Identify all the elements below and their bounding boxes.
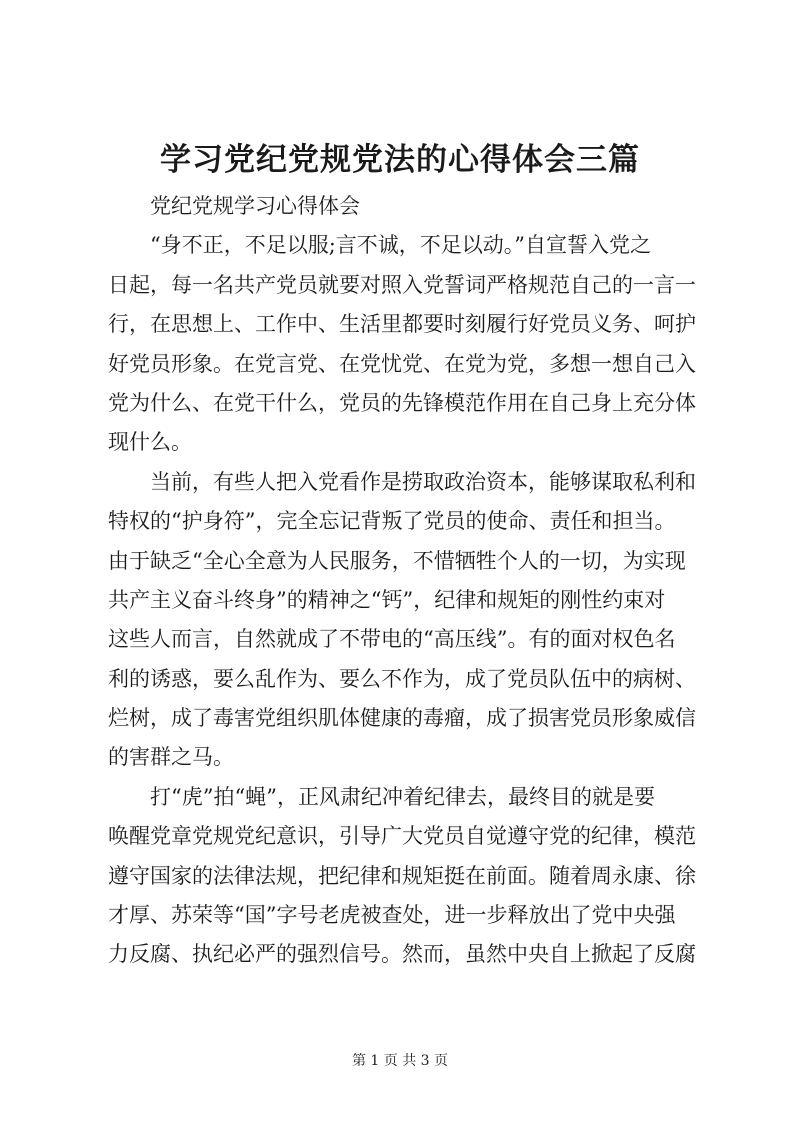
paragraph-line: 好党员形象。在党言党、在党忧党、在党为党，多想一想自己入 — [108, 351, 696, 376]
paragraph-line: 党为什么、在党干什么，党员的先锋模范作用在自己身上充分体 — [108, 390, 696, 415]
paragraph-line: 特权的“护身符”，完全忘记背叛了党员的使命、责任和担当。 — [108, 509, 676, 534]
paragraph-line: 力反腐、执纪必严的强烈信号。然而，虽然中央自上掀起了反腐 — [108, 942, 696, 967]
section-heading: 党纪党规学习心得体会 — [150, 194, 360, 218]
paragraph-line: 当前，有些人把入党看作是捞取政治资本，能够谋取私利和 — [150, 469, 696, 494]
paragraph-line: 唤醒党章党规党纪意识，引导广大党员自觉遵守党的纪律，模范 — [108, 824, 696, 849]
paragraph-line: 利的诱惑，要么乱作为、要么不作为，成了党员队伍中的病树、 — [108, 666, 696, 691]
paragraph-line: 的害群之马。 — [108, 745, 234, 770]
document-body — [108, 187, 708, 975]
page-footer: 第 1 页 共 3 页 — [351, 1053, 449, 1069]
paragraph-line: 日起，每一名共产党员就要对照入党誓词严格规范自己的一言一 — [108, 272, 696, 297]
paragraph-line: 这些人而言，自然就成了不带电的“高压线”。有的面对权色名 — [108, 627, 676, 652]
paragraph-line: 才厚、苏荣等“国”字号老虎被查处，进一步释放出了党中央强 — [108, 903, 676, 928]
paragraph-line: 遵守国家的法律法规，把纪律和规矩挺在前面。随着周永康、徐 — [108, 863, 696, 888]
paragraph-line: 打“虎”拍“蝇”，正风肃纪冲着纪律去，最终目的就是要 — [150, 784, 655, 809]
paragraph-line: 现什么。 — [108, 430, 192, 455]
paragraph-line: 由于缺乏“全心全意为人民服务，不惜牺牲个人的一切，为实现 — [108, 548, 686, 573]
paragraph-line: “身不正，不足以服;言不诚，不足以动。”自宣誓入党之 — [150, 233, 652, 258]
document-title: 学习党纪党规党法的心得体会三篇 — [160, 142, 640, 178]
paragraph-line: 烂树，成了毒害党组织肌体健康的毒瘤，成了损害党员形象威信 — [108, 706, 696, 731]
paragraph-line: 共产主义奋斗终身”的精神之“钙”，纪律和规矩的刚性约束对 — [108, 587, 666, 612]
paragraph-line: 行，在思想上、工作中、生活里都要时刻履行好党员义务、呵护 — [108, 312, 696, 337]
